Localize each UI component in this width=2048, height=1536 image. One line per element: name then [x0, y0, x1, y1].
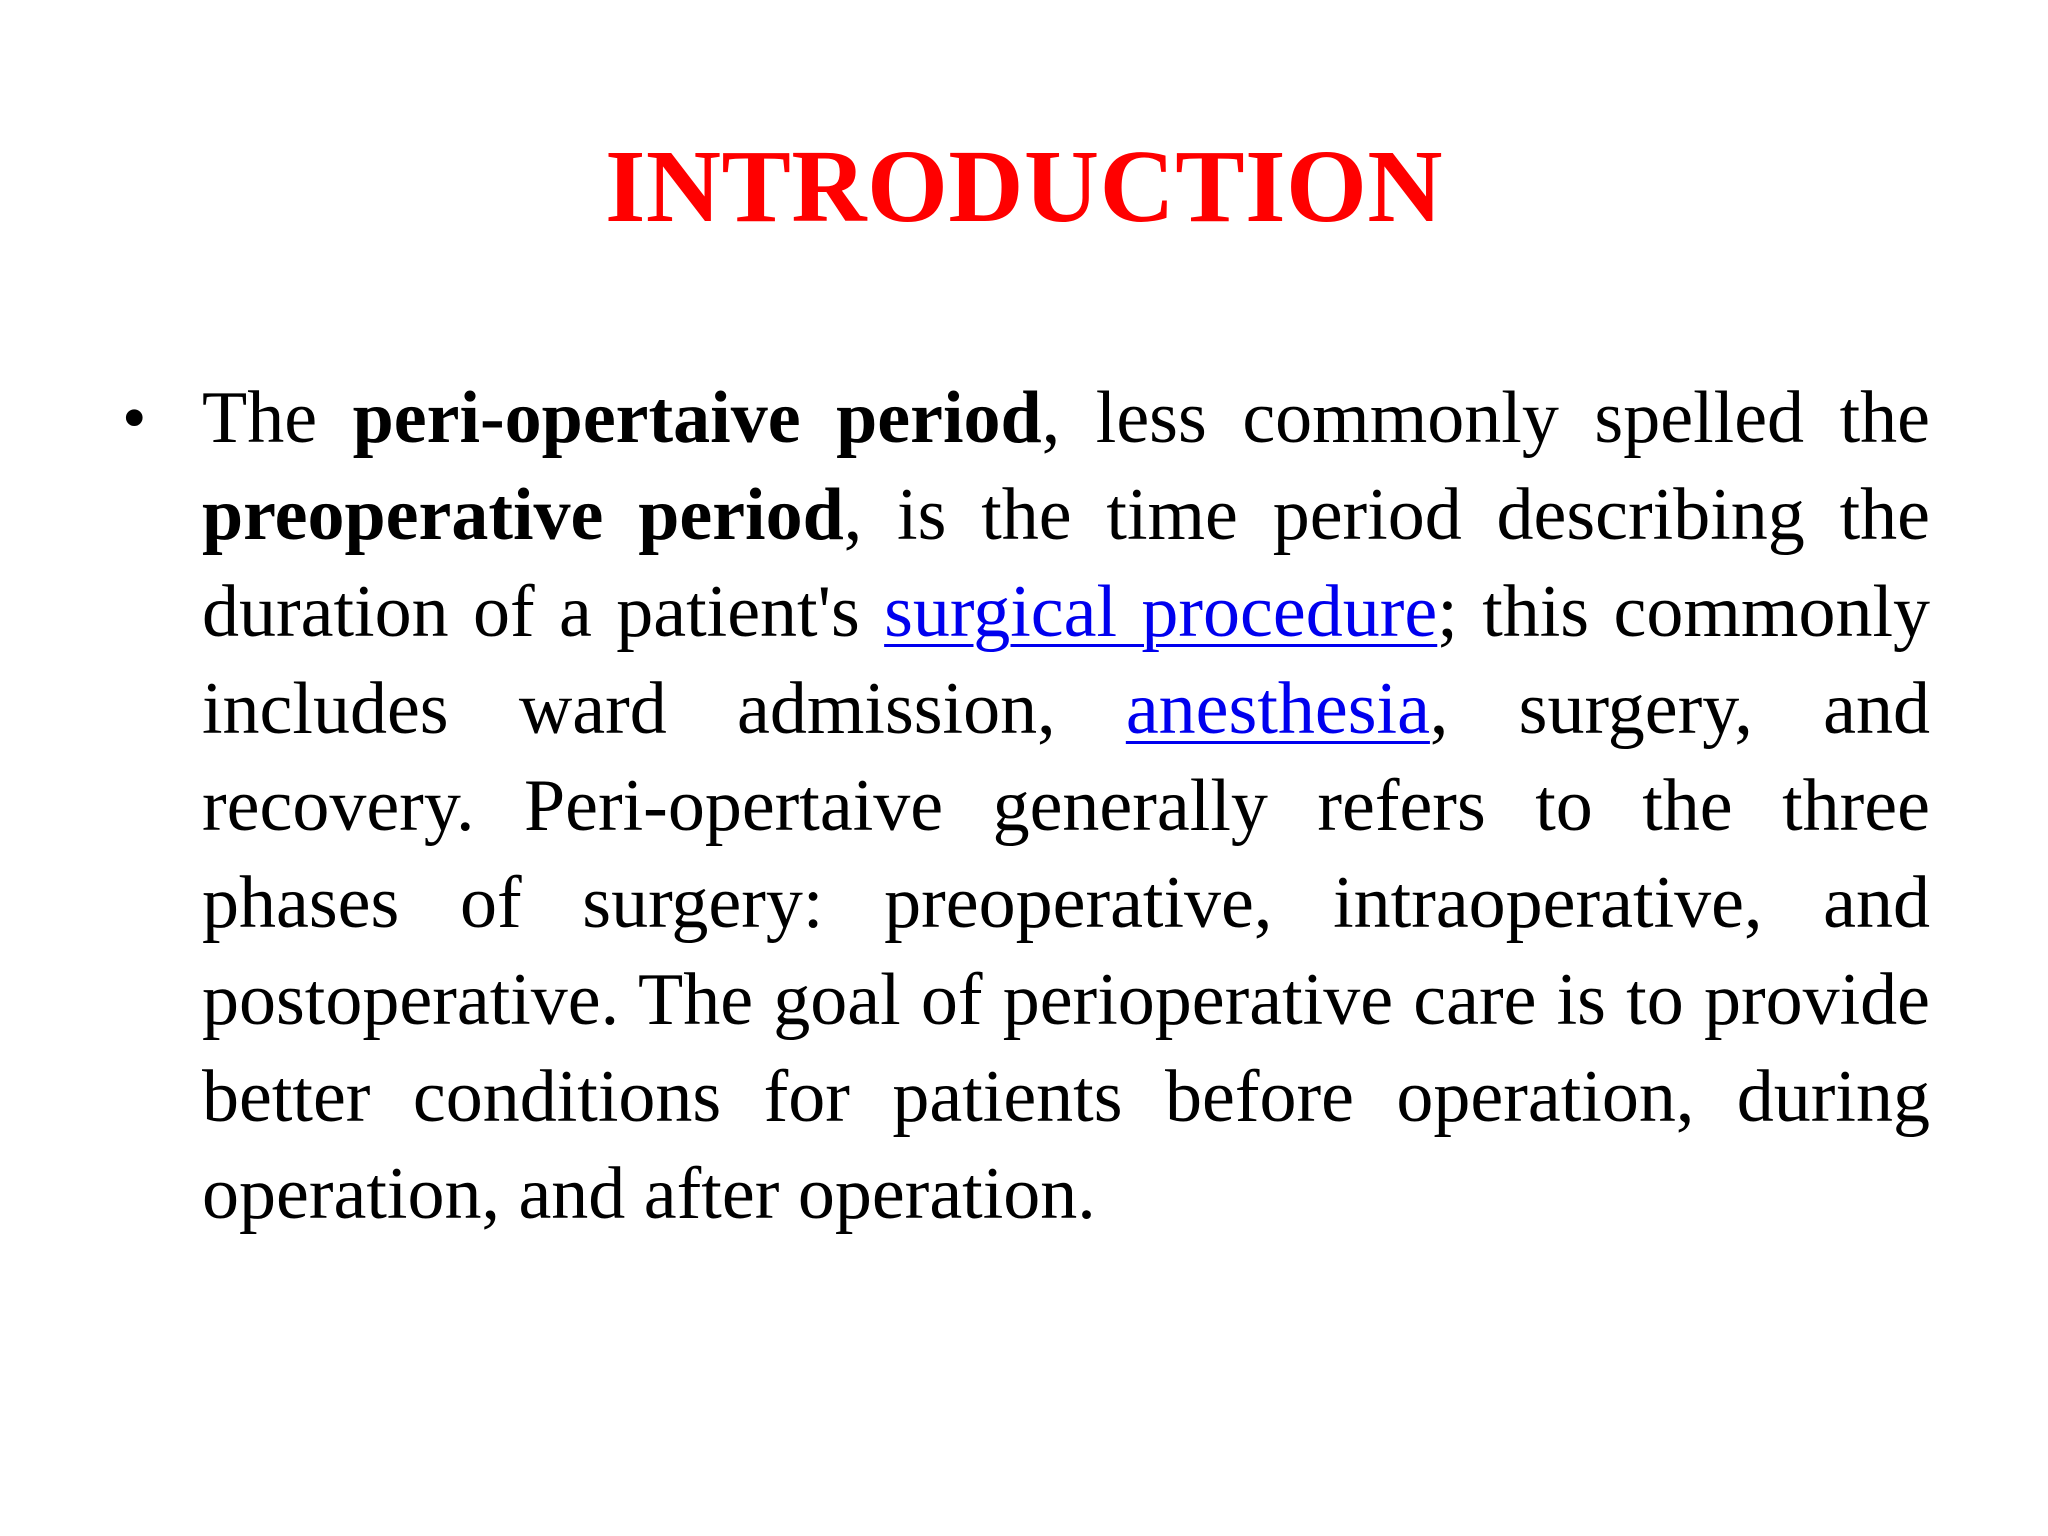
list-item: [122, 370, 1930, 1243]
text-segment: , less commonly spelled the: [1041, 377, 1931, 459]
slide-title: INTRODUCTION: [604, 129, 1444, 244]
bold-term-peri-operative-period: peri-opertaive period: [352, 377, 1042, 459]
link-anesthesia[interactable]: anesthesia: [1125, 668, 1430, 750]
text-segment: ; this commonly includes ward admission,: [202, 571, 1931, 750]
text-segment: , is the time period describing the duration of a patient's: [202, 474, 1930, 653]
text-segment: The: [202, 377, 353, 459]
text-segment: , surgery, and recovery. Peri-opertaive generally refers to the three phases of surgery: preoperative, intraoperative, and postoperative. The goal of perioperative care is to provide better conditions for patients before operation, during operation, and after operation.: [202, 668, 1930, 1235]
bullet-list: [122, 370, 1930, 1243]
bullet-marker: •: [122, 380, 147, 457]
bullet-paragraph: [202, 370, 1930, 1243]
bold-term-preoperative-period: preoperative period: [202, 474, 844, 556]
link-surgical-procedure[interactable]: surgical procedure: [884, 571, 1438, 653]
